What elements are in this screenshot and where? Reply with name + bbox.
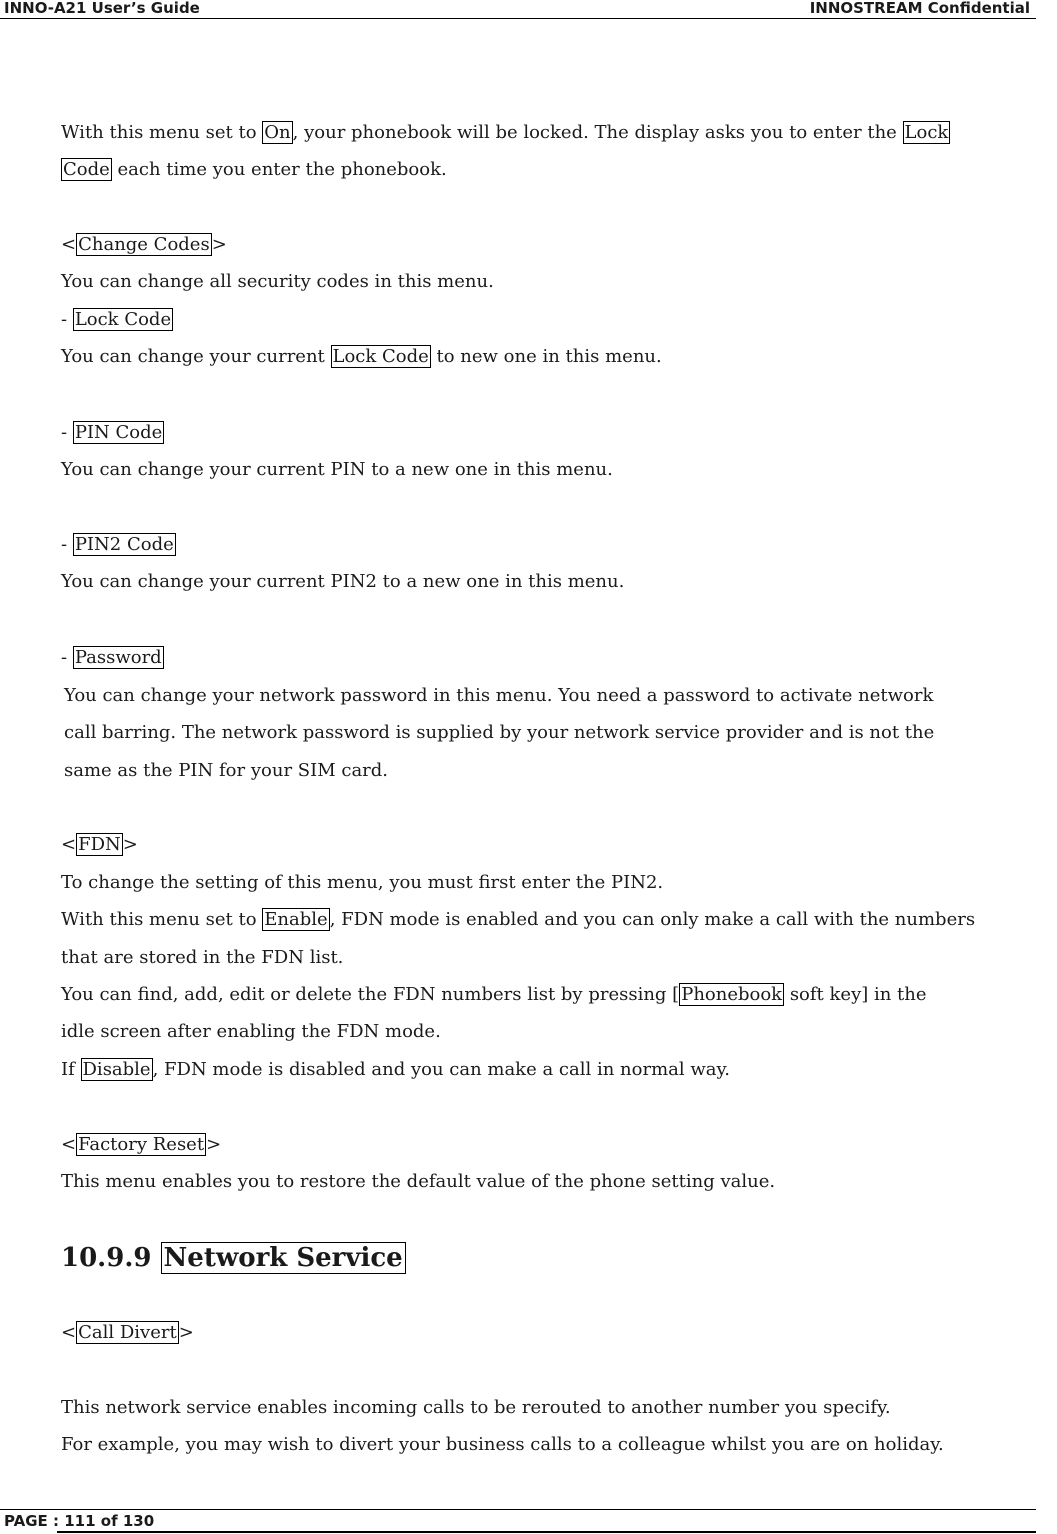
page-footer [0, 1509, 1036, 1534]
item-pin-code: - PIN Code [61, 422, 163, 443]
factory-reset-desc: This menu enables you to restore the default value of the phone setting value. [61, 1171, 776, 1192]
fdn-line-3: that are stored in the FDN list. [61, 947, 344, 968]
term-on: On [264, 122, 291, 143]
term-disable: Disable [82, 1059, 151, 1080]
pin-code-desc: You can change your current PIN to a new one in this menu. [61, 459, 613, 480]
term-lock: Lock [904, 122, 949, 143]
intro-line-1: With this menu set to On , your phonebook will be locked. The display asks you to enter the Lock [61, 122, 949, 143]
heading-factory-reset: < Factory Reset > [61, 1134, 222, 1155]
password-desc-2: call barring. The network password is supplied by your network service provider and is not the [64, 722, 935, 743]
fdn-line-5: idle screen after enabling the FDN mode. [61, 1021, 441, 1042]
heading-change-codes: < Change Codes > [61, 234, 227, 255]
heading-call-divert: < Call Divert > [61, 1322, 194, 1343]
page-number: PAGE : 111 of 130 [4, 1512, 155, 1530]
term-code: Code [63, 159, 110, 180]
header-confidential: INNOSTREAM Confidential [809, 0, 1030, 17]
footer-rule [57, 1531, 1036, 1533]
heading-fdn: < FDN > [61, 834, 138, 855]
call-divert-line-2: For example, you may wish to divert your business calls to a colleague whilst you are on holiday. [61, 1434, 944, 1455]
item-lock-code: - Lock Code [61, 309, 172, 330]
item-pin2-code: - PIN2 Code [61, 534, 174, 555]
term-enable: Enable [264, 909, 328, 930]
fdn-line-2: With this menu set to Enable , FDN mode is enabled and you can only make a call with the numbers [61, 909, 976, 930]
pin2-code-desc: You can change your current PIN2 to a new one in this menu. [61, 571, 625, 592]
change-codes-desc: You can change all security codes in this menu. [61, 271, 494, 292]
item-password: - Password [61, 647, 162, 668]
password-desc-1: You can change your network password in this menu. You need a password to activate network [64, 685, 934, 706]
fdn-line-6: If Disable , FDN mode is disabled and you can make a call in normal way. [61, 1059, 730, 1080]
password-desc-3: same as the PIN for your SIM card. [64, 760, 389, 781]
fdn-line-1: To change the setting of this menu, you must first enter the PIN2. [61, 872, 664, 893]
header-doc-title: INNO-A21 User’s Guide [4, 0, 200, 17]
term-phonebook: Phonebook [681, 984, 783, 1005]
section-heading: 10.9.9 Network Service [61, 1241, 406, 1275]
intro-line-2: Code each time you enter the phonebook. [63, 159, 447, 180]
lock-code-desc: You can change your current Lock Code to new one in this menu. [61, 346, 662, 367]
page-header [0, 0, 1036, 19]
fdn-line-4: You can find, add, edit or delete the FDN numbers list by pressing [ Phonebook soft key] in the [61, 984, 927, 1005]
call-divert-line-1: This network service enables incoming calls to be rerouted to another number you specify. [61, 1397, 891, 1418]
